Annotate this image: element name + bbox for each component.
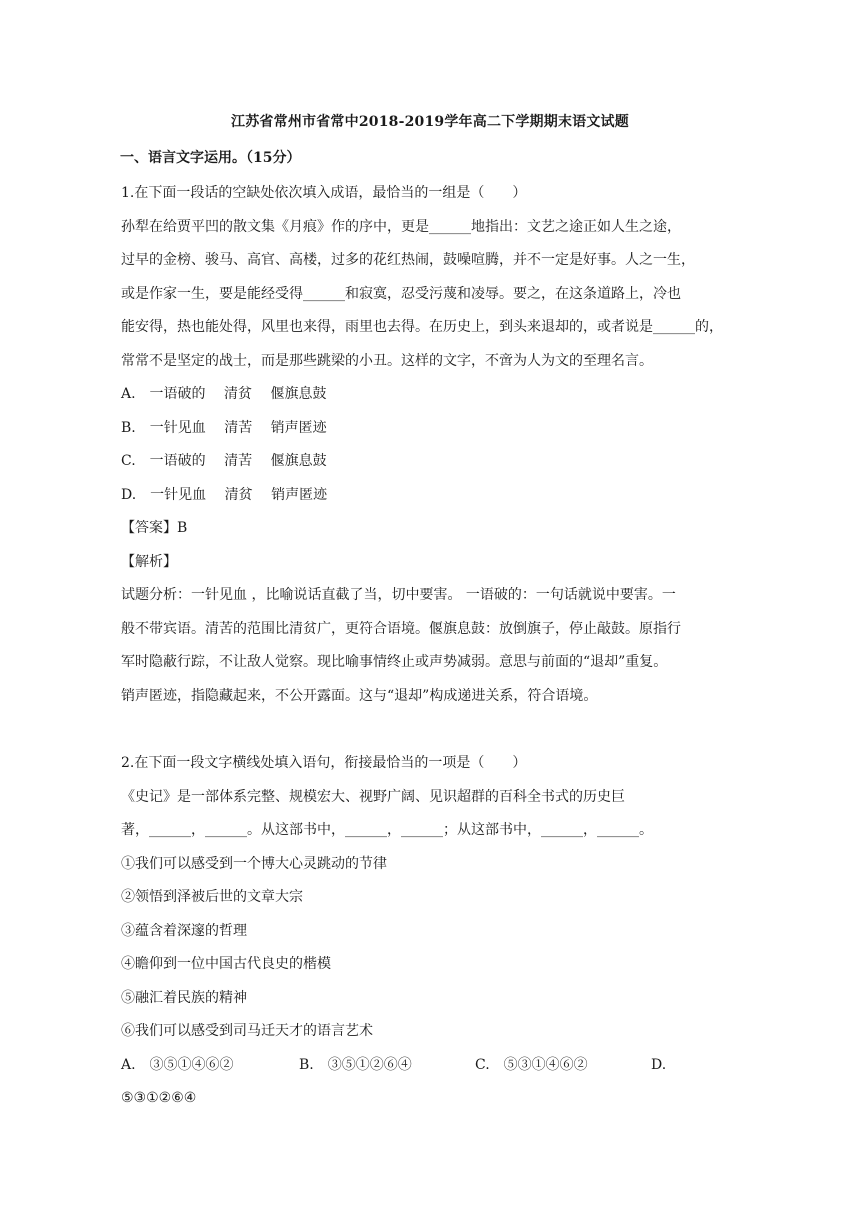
passage-line: 著，______，______。从这部书中，______，______；从这部书中，______，______。 xyxy=(121,822,653,838)
list-item: ②领悟到泽被后世的文章大宗 xyxy=(121,889,303,905)
option-b: B. 一针见血 清苦 销声匿迹 xyxy=(121,419,327,436)
analysis-label: 【解析】 xyxy=(121,553,177,570)
passage-line: 或是作家一生，要是能经受得______和寂寞，忍受污蔑和凌辱。要之，在这条道路上，冷也 xyxy=(121,285,681,302)
option-d-continued: ⑤③①②⑥④ xyxy=(121,1090,197,1106)
passage-line: 孙犁在给贾平凹的散文集《月痕》作的序中，更是______地指出：文艺之途正如人生之途， xyxy=(121,218,681,235)
passage-line: 《史记》是一部体系完整、规模宏大、视野广阔、见识超群的百科全书式的历史巨 xyxy=(121,788,625,805)
passage-line: 能安得，热也能处得，风里也来得，雨里也去得。在历史上，到头来退却的，或者说是______的， xyxy=(121,319,723,335)
list-item: ③蕴含着深邃的哲理 xyxy=(121,922,247,939)
passage-line: 常常不是坚定的战士，而是那些跳梁的小丑。这样的文字，不啻为人为文的至理名言。 xyxy=(121,352,653,369)
list-item: ⑤融汇着民族的精神 xyxy=(121,989,247,1006)
analysis-line: 销声匿迹，指隐藏起来，不公开露面。这与“退却”构成递进关系，符合语境。 xyxy=(121,687,598,704)
question-1-stem: 1.在下面一段话的空缺处依次填入成语，最恰当的一组是（ ） xyxy=(121,185,527,201)
option-a: A. ③⑤①④⑥② xyxy=(121,1056,234,1073)
analysis-line: 般不带宾语。清苦的范围比清贫广，更符合语境。偃旗息鼓：放倒旗子，停止敲鼓。原指行 xyxy=(121,620,681,637)
option-c: C. ⑤③①④⑥② xyxy=(475,1056,588,1073)
option-b: B. ③⑤①②⑥④ xyxy=(299,1056,412,1073)
section-heading: 一、语言文字运用。（15分） xyxy=(120,150,301,166)
spacer xyxy=(121,713,733,747)
answer: 【答案】B xyxy=(121,520,188,536)
option-a: A. 一语破的 清贫 偃旗息鼓 xyxy=(121,386,327,402)
passage-line: 过早的金榜、骏马、高官、高楼，过多的花红热闹，鼓噪喧腾，并不一定是好事。人之一生， xyxy=(121,252,695,268)
document-title: 江苏省常州市省常中2018-2019学年高二下学期期末语文试题 xyxy=(231,114,629,130)
list-item: ⑥我们可以感受到司马迁天才的语言艺术 xyxy=(121,1023,373,1039)
options-row xyxy=(121,1049,733,1083)
list-item: ①我们可以感受到一个博大心灵跳动的节律 xyxy=(121,855,387,872)
document-body xyxy=(121,177,733,1116)
option-d: D. xyxy=(651,1056,667,1073)
option-c: C. 一语破的 清苦 偃旗息鼓 xyxy=(121,453,327,469)
analysis-line: 试题分析：一针见血 ，比喻说话直截了当，切中要害。 一语破的：一句话就说中要害。一 xyxy=(121,587,676,603)
option-d: D. 一针见血 清贫 销声匿迹 xyxy=(121,486,328,503)
analysis-line: 军时隐蔽行踪，不让敌人觉察。现比喻事情终止或声势减弱。意思与前面的“退却”重复。 xyxy=(121,654,668,670)
list-item: ④瞻仰到一位中国古代良史的楷模 xyxy=(121,956,331,972)
question-2-stem: 2.在下面一段文字横线处填入语句，衔接最恰当的一项是（ ） xyxy=(121,755,527,771)
